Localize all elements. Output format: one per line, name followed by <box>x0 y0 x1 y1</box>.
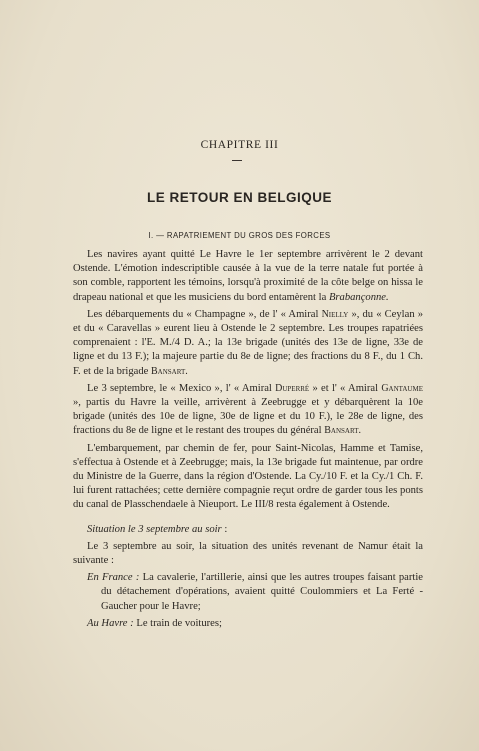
section-heading: I. — RAPATRIEMENT DU GROS DES FORCES <box>148 231 331 240</box>
paragraph-4: L'embarquement, par chemin de fer, pour Saint-Nicolas, Hamme et Tamise, s'effectua à Ostende et à Zeebrugge; mais, la 13e brigade fut maintenue, par ordre du Ministre de la Guerre, dans la région d'Ostende. La Cy./10 F. et la Cy./1 Ch. F. lui furent rattachées; cette dernière compagnie reçut ordre de garder tous les ponts du canal de Plasschendaele à Nieuport. Le III/8 resta également à Ostende. <box>73 442 423 511</box>
paragraph-5: Le 3 septembre au soir, la situation des unités revenant de Namur était la suivante : <box>73 540 423 567</box>
list-item-france: En France : La cavalerie, l'artillerie, ainsi que les autres troupes faisant partie du détachement d'opérations, avaient quitté Coulommiers et La Ferté - Gaucher pour le Havre; <box>87 572 423 612</box>
heading-dash <box>232 160 242 161</box>
paragraph-2: Les débarquements du « Champagne », de l' « Amiral Nielly », du « Ceylan » et du « Caravellas » eurent lieu à Ostende le 2 septembre. Les troupes rapatriées comprenaient : l'E. M./4 D. A.; la 13e brigade (unités des 13e de ligne, 33e de ligne et du 13 F.); la majeure partie du 8e de ligne; des fractions du 8 F., du 1 Ch. F. et de la brigade Bansart. <box>73 308 424 377</box>
list-item-havre: Au Havre : Le train de voitures; <box>87 617 222 629</box>
body-text <box>73 248 423 631</box>
paragraph-3: Le 3 septembre, le « Mexico », l' « Amiral Duperré » et l' « Amiral Gantaume », partis du Havre la veille, arrivèrent à Zeebrugge et y débarquèrent la 10e brigade (unités des 10e de ligne, 30e de ligne et du 10 F.), le 28e de ligne, des fractions du 8e de ligne et le restant des troupes du général Bansart. <box>73 382 423 437</box>
page-title: LE RETOUR EN BELGIQUE <box>146 190 333 205</box>
paragraph-1: Les navires ayant quitté Le Havre le 1er septembre arrivèrent le 2 devant Ostende. L'émotion indescriptible causée à la vue de la terre natale fut portée à son comble, rapportent les témoins, lorsqu'à proximité de la côte belge on hissa le drapeau national et que les musiciens du bord entamèrent la Brabançonne. <box>73 249 423 303</box>
situation-heading: Situation le 3 septembre au soir : <box>87 523 228 535</box>
chapter-heading: CHAPITRE III <box>200 139 279 151</box>
